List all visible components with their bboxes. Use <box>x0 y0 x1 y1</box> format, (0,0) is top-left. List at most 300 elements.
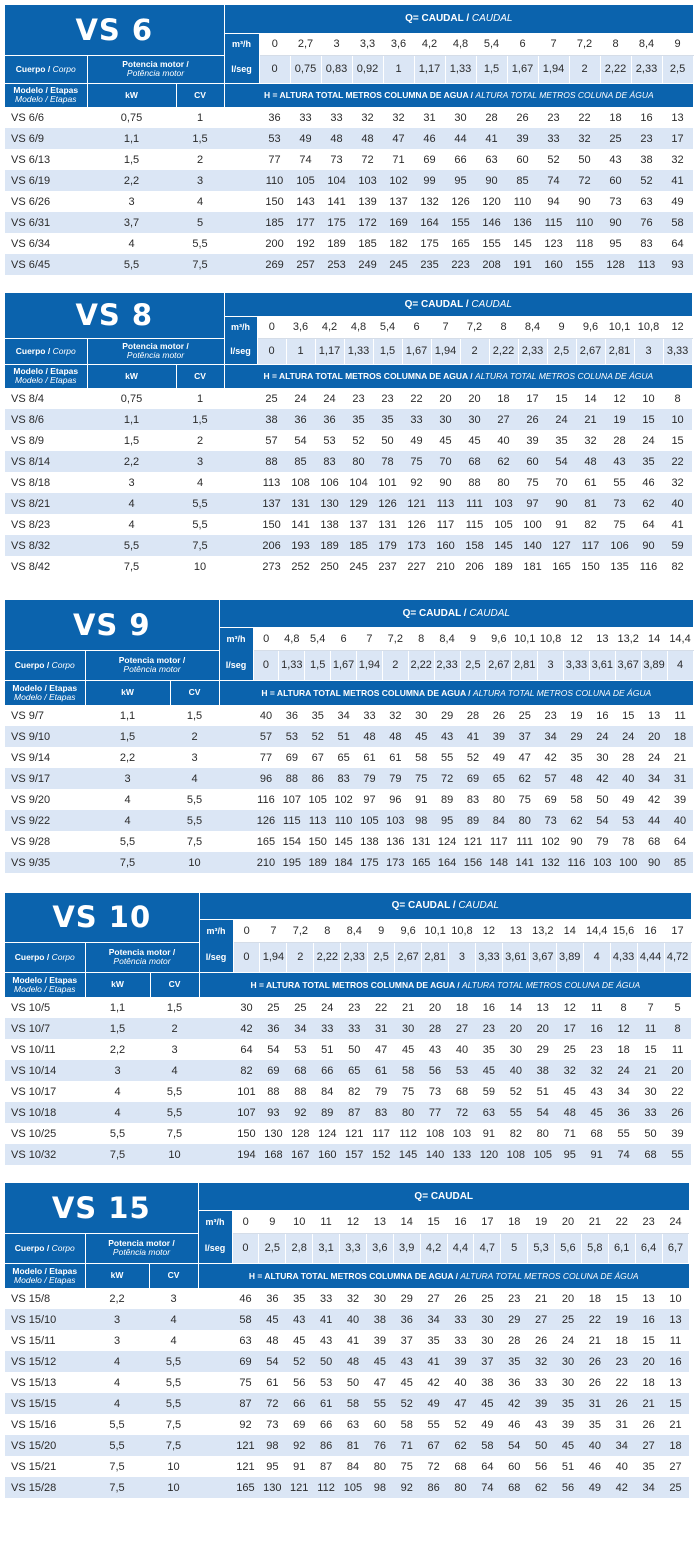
kw-cell: 0,75 <box>120 111 143 124</box>
head-value-cell: 80 <box>344 451 373 472</box>
head-value-cell: 118 <box>575 237 594 250</box>
head-value-cell: 93 <box>260 1102 287 1123</box>
head-value-cell: 83 <box>466 793 480 806</box>
head-value-cell: 40 <box>615 768 641 789</box>
flow-lseg-cell: 0 <box>232 1233 259 1263</box>
head-value-cell: 112 <box>399 1127 417 1140</box>
potencia-text: Potencia motor / <box>122 59 189 69</box>
head-value-cell: 16 <box>640 111 653 124</box>
flow-lseg-cell: 4,72 <box>664 942 691 972</box>
head-value-cell: 113 <box>631 254 662 275</box>
head-value-cell: 26 <box>518 409 547 430</box>
head-value-cell: 102 <box>383 170 414 191</box>
kw-cell: 4 <box>113 1376 121 1389</box>
head-value-cell: 84 <box>486 810 512 831</box>
head-value-cell: 175 <box>420 237 439 250</box>
flow-m3h-cell: 17 <box>474 1210 501 1233</box>
kw-cell: 5,5 <box>109 1127 126 1140</box>
head-value-cell: 55 <box>617 1127 630 1140</box>
head-value-cell: 96 <box>253 768 279 789</box>
flow-m3h-cell: 8 <box>408 627 434 650</box>
head-value-cell: 16 <box>482 1001 496 1014</box>
flow-lseg-cell: 3,61 <box>502 942 529 972</box>
potencia-text: Potencia motor / <box>122 341 189 351</box>
flow-lseg-cell: 3,33 <box>475 942 502 972</box>
head-value-cell: 110 <box>569 212 600 233</box>
head-value-cell: 24 <box>561 1334 575 1347</box>
flow-m3h-cell: 17 <box>664 919 691 942</box>
head-value-cell: 22 <box>615 1376 628 1389</box>
head-value-cell: 58 <box>662 212 693 233</box>
head-value-cell: 33 <box>363 709 376 722</box>
head-value-cell: 73 <box>605 493 634 514</box>
head-value-cell: 27 <box>635 1435 662 1456</box>
head-value-cell: 64 <box>481 1460 494 1473</box>
cv-cell: 4 <box>150 1060 199 1081</box>
flow-lseg-cell: 4,44 <box>637 942 664 972</box>
head-value-cell: 51 <box>536 1085 549 1098</box>
flow-m3h-cell: 14 <box>556 919 583 942</box>
spacer-cell <box>224 556 257 577</box>
model-stage-cell: VS 8/6 <box>5 409 87 430</box>
kw-cell: 3 <box>113 1334 121 1347</box>
model-stage-cell: VS 6/34 <box>11 237 51 250</box>
flow-m3h-cell: 9,6 <box>486 627 512 650</box>
head-value-cell: 235 <box>414 254 445 275</box>
spacer-cell <box>198 1372 232 1393</box>
table-row <box>5 233 693 254</box>
head-value-cell: 61 <box>266 1376 279 1389</box>
head-value-cell: 140 <box>518 535 547 556</box>
head-value-cell: 26 <box>534 1334 548 1347</box>
head-value-cell: 45 <box>563 1085 576 1098</box>
head-value-cell: 83 <box>315 451 344 472</box>
flow-m3h-cell: 7,2 <box>569 33 600 55</box>
head-value-cell: 82 <box>584 518 597 531</box>
head-value-cell: 39 <box>528 1393 555 1414</box>
spacer-cell <box>219 768 253 789</box>
head-value-cell: 11 <box>590 1001 603 1014</box>
head-value-cell: 120 <box>482 195 501 208</box>
modelo-text: Modelo / Etapas <box>12 1265 78 1276</box>
head-value-cell: 33 <box>299 111 312 124</box>
table-row <box>5 1018 691 1039</box>
flow-lseg-cell: 2,8 <box>286 1233 313 1263</box>
head-value-cell: 43 <box>428 1043 442 1056</box>
head-value-cell: 40 <box>454 1376 467 1389</box>
head-value-cell: 16 <box>635 1309 662 1330</box>
head-value-cell: 63 <box>475 1102 502 1123</box>
flow-m3h-cell: 0 <box>257 316 286 338</box>
head-value-cell: 47 <box>518 751 531 764</box>
flow-m3h-cell: 4,8 <box>445 33 476 55</box>
head-value-cell: 30 <box>596 751 609 764</box>
flow-m3h-cell: 9,6 <box>395 919 422 942</box>
head-value-cell: 41 <box>346 1334 360 1347</box>
head-value-cell: 148 <box>486 852 512 873</box>
flow-lseg-cell: 2,67 <box>576 338 605 364</box>
altura-text: H = ALTURA TOTAL METROS COLUMNA DE AGUA / <box>248 1270 461 1281</box>
head-value-cell: 33 <box>319 1292 333 1305</box>
flow-lseg-cell: 3,9 <box>393 1233 420 1263</box>
cv-cell: 2 <box>196 153 204 166</box>
head-value-cell: 32 <box>361 111 374 124</box>
flow-m3h-cell: 23 <box>635 1210 662 1233</box>
head-value-cell: 65 <box>337 751 350 764</box>
head-value-cell: 50 <box>578 153 591 166</box>
head-value-cell: 89 <box>460 810 486 831</box>
cv-cell: 5,5 <box>165 1376 182 1389</box>
head-value-cell: 46 <box>239 1292 252 1305</box>
table-row <box>5 1144 691 1165</box>
flow-lseg-cell: 3,6 <box>366 1233 393 1263</box>
head-value-cell: 92 <box>239 1418 252 1431</box>
flow-lseg-cell: 2,67 <box>486 650 512 680</box>
head-value-cell: 48 <box>321 128 352 149</box>
head-value-cell: 107 <box>282 793 301 806</box>
head-value-cell: 81 <box>576 493 605 514</box>
model-stage-cell: VS 8/21 <box>5 493 87 514</box>
unit-lseg-label: l/seg <box>199 942 233 972</box>
head-value-cell: 157 <box>341 1144 368 1165</box>
head-value-cell: 27 <box>528 1309 555 1330</box>
head-value-cell: 71 <box>563 1127 576 1140</box>
head-value-cell: 46 <box>588 1460 601 1473</box>
head-value-cell: 58 <box>395 1060 422 1081</box>
head-value-cell: 91 <box>482 1127 496 1140</box>
head-value-cell: 77 <box>259 751 273 764</box>
table-row <box>5 705 693 726</box>
head-value-cell: 74 <box>538 170 569 191</box>
head-value-cell: 33 <box>314 1018 341 1039</box>
head-value-cell: 23 <box>508 1292 521 1305</box>
caudal-label-pt: CAUDAL <box>471 298 512 310</box>
head-value-cell: 121 <box>402 493 431 514</box>
head-value-cell: 121 <box>236 1460 255 1473</box>
head-value-cell: 49 <box>410 434 423 447</box>
head-value-cell: 105 <box>340 1477 367 1498</box>
head-value-cell: 20 <box>561 1292 575 1305</box>
cv-cell: 1 <box>196 392 204 405</box>
head-value-cell: 28 <box>508 1334 521 1347</box>
head-value-cell: 46 <box>642 476 655 489</box>
head-value-cell: 33 <box>341 1018 368 1039</box>
head-value-cell: 124 <box>437 835 457 848</box>
head-value-cell: 21 <box>576 409 605 430</box>
head-value-cell: 126 <box>373 493 402 514</box>
head-value-cell: 33 <box>538 128 569 149</box>
table-row <box>5 747 693 768</box>
flow-m3h-cell: 14 <box>641 627 667 650</box>
head-value-cell: 79 <box>382 768 408 789</box>
head-value-cell: 59 <box>482 1085 496 1098</box>
head-value-cell: 181 <box>523 560 542 573</box>
head-value-cell: 177 <box>290 212 321 233</box>
head-value-cell: 18 <box>615 1334 628 1347</box>
head-value-cell: 46 <box>508 1418 521 1431</box>
head-value-cell: 43 <box>534 1418 548 1431</box>
flow-lseg-cell: 2,5 <box>259 1233 286 1263</box>
altura-text: H = ALTURA TOTAL METROS COLUMNA DE AGUA / <box>250 979 462 990</box>
head-value-cell: 51 <box>561 1460 575 1473</box>
head-value-cell: 189 <box>305 852 331 873</box>
spacer-cell <box>224 535 257 556</box>
table-row <box>5 128 693 149</box>
table-row <box>5 1039 691 1060</box>
altura-header <box>219 680 693 705</box>
head-value-cell: 35 <box>588 1418 601 1431</box>
head-value-cell: 112 <box>313 1477 340 1498</box>
head-value-cell: 55 <box>613 476 626 489</box>
head-value-cell: 36 <box>610 1102 637 1123</box>
head-value-cell: 36 <box>315 409 344 430</box>
altura-text-pt: ALTURA TOTAL METROS COLUNA DE ÁGUA <box>475 90 654 101</box>
spacer-cell <box>219 810 253 831</box>
model-stage-cell: VS 8/9 <box>11 434 45 447</box>
corpo-text: Corpo <box>52 345 76 356</box>
head-value-cell: 48 <box>382 726 408 747</box>
head-value-cell: 75 <box>239 1376 252 1389</box>
head-value-cell: 172 <box>352 212 383 233</box>
head-value-cell: 68 <box>590 1127 603 1140</box>
head-value-cell: 127 <box>547 535 576 556</box>
head-value-cell: 50 <box>381 434 394 447</box>
modelo-label <box>5 364 87 388</box>
head-value-cell: 66 <box>314 1060 341 1081</box>
cv-cell: 7,5 <box>176 535 224 556</box>
altura-text-pt: ALTURA TOTAL METROS COLUNA DE ÁGUA <box>474 371 654 382</box>
spacer-cell <box>224 149 259 170</box>
spacer-cell <box>199 1039 233 1060</box>
unit-lseg-label: l/seg <box>224 338 257 364</box>
head-value-cell: 32 <box>389 709 402 722</box>
head-value-cell: 50 <box>346 1376 360 1389</box>
head-value-cell: 160 <box>431 535 460 556</box>
head-value-cell: 27 <box>449 1018 476 1039</box>
kw-cell: 5,5 <box>87 254 176 275</box>
kw-cell: 4 <box>85 1393 149 1414</box>
flow-lseg-cell: 1 <box>383 55 414 83</box>
head-value-cell: 11 <box>669 1334 682 1347</box>
head-value-cell: 98 <box>259 1435 286 1456</box>
head-value-cell: 55 <box>664 1144 691 1165</box>
head-value-cell: 14 <box>584 392 597 405</box>
unit-m3h-label: m³/h <box>224 316 257 338</box>
head-value-cell: 90 <box>634 535 663 556</box>
head-value-cell: 61 <box>389 751 402 764</box>
head-value-cell: 11 <box>674 709 686 722</box>
flow-lseg-cell: 1,33 <box>344 338 373 364</box>
head-value-cell: 91 <box>583 1144 610 1165</box>
head-value-cell: 63 <box>485 153 498 166</box>
kw-cell: 3 <box>85 1309 149 1330</box>
kw-cell: 3,7 <box>87 212 176 233</box>
flow-m3h-cell: 6 <box>331 627 357 650</box>
spacer-cell <box>224 191 259 212</box>
flow-lseg-cell: 1,67 <box>402 338 431 364</box>
head-value-cell: 80 <box>447 1477 474 1498</box>
head-value-cell: 42 <box>427 1376 440 1389</box>
head-value-cell: 28 <box>466 709 480 722</box>
head-value-cell: 22 <box>671 1085 684 1098</box>
altura-text-pt: ALTURA TOTAL METROS COLUNA DE ÁGUA <box>460 1270 639 1281</box>
head-value-cell: 30 <box>373 1292 386 1305</box>
table-row <box>5 191 693 212</box>
head-value-cell: 43 <box>609 153 622 166</box>
head-value-cell: 40 <box>581 1435 608 1456</box>
head-value-cell: 11 <box>637 1018 664 1039</box>
flow-lseg-cell: 0 <box>233 942 260 972</box>
head-value-cell: 150 <box>237 1127 256 1140</box>
head-value-cell: 71 <box>392 153 405 166</box>
flow-m3h-cell: 14 <box>393 1210 420 1233</box>
head-value-cell: 49 <box>290 128 321 149</box>
head-value-cell: 72 <box>449 1102 476 1123</box>
head-value-cell: 15 <box>622 709 635 722</box>
head-value-cell: 18 <box>642 1376 655 1389</box>
head-value-cell: 150 <box>262 518 281 531</box>
pump-table-vs <box>5 293 692 577</box>
head-value-cell: 30 <box>474 1309 501 1330</box>
head-value-cell: 52 <box>466 751 480 764</box>
cv-cell: 4 <box>196 476 204 489</box>
pump-table-vs <box>5 5 693 275</box>
head-value-cell: 31 <box>423 111 436 124</box>
flow-m3h-cell: 13 <box>366 1210 393 1233</box>
head-value-cell: 68 <box>647 835 661 848</box>
altura-text-pt: ALTURA TOTAL METROS COLUNA DE ÁGUA <box>461 979 641 990</box>
altura-header <box>224 83 693 107</box>
cuerpo-label <box>5 1233 85 1263</box>
head-value-cell: 145 <box>513 237 532 250</box>
head-value-cell: 22 <box>581 1309 608 1330</box>
cv-cell: 3 <box>176 170 224 191</box>
head-value-cell: 50 <box>644 1127 657 1140</box>
table-row <box>5 726 693 747</box>
flow-m3h-cell: 7 <box>431 316 460 338</box>
modelo-text: Modelo / Etapas <box>13 366 79 377</box>
model-stage-cell: VS 10/7 <box>5 1018 85 1039</box>
table-row <box>5 149 693 170</box>
head-value-cell: 18 <box>617 1043 630 1056</box>
kw-cell: 4 <box>128 237 135 250</box>
kw-cell: 4 <box>114 1085 121 1098</box>
modelo-text-pt: Modelo / Etapas <box>14 983 76 994</box>
kw-cell: 2,2 <box>119 751 136 764</box>
cv-cell: 2 <box>150 1018 199 1039</box>
flow-lseg-cell: 1,17 <box>414 55 445 83</box>
modelo-text-pt: Modelo / Etapas <box>14 1274 76 1285</box>
head-value-cell: 21 <box>669 1418 682 1431</box>
head-value-cell: 80 <box>492 793 505 806</box>
head-value-cell: 34 <box>287 1018 314 1039</box>
caudal-header <box>224 293 692 316</box>
model-stage-cell: VS 8/23 <box>11 518 51 531</box>
head-value-cell: 82 <box>509 1127 522 1140</box>
flow-m3h-cell: 9 <box>368 919 395 942</box>
head-value-cell: 58 <box>340 1393 367 1414</box>
model-stage-cell: VS 9/7 <box>11 709 45 722</box>
cv-label: CV <box>150 972 199 997</box>
head-value-cell: 103 <box>382 810 408 831</box>
head-value-cell: 15 <box>615 1292 628 1305</box>
kw-cell: 3 <box>128 195 135 208</box>
head-value-cell: 73 <box>609 195 622 208</box>
head-value-cell: 108 <box>291 476 310 489</box>
head-value-cell: 66 <box>454 153 467 166</box>
head-value-cell: 160 <box>314 1144 341 1165</box>
head-value-cell: 113 <box>262 476 281 489</box>
flow-m3h-cell: 19 <box>528 1210 555 1233</box>
head-value-cell: 41 <box>313 1309 340 1330</box>
model-stage-cell: VS 10/14 <box>5 1060 85 1081</box>
flow-m3h-cell: 24 <box>662 1210 689 1233</box>
head-value-cell: 141 <box>327 195 346 208</box>
head-value-cell: 16 <box>596 709 609 722</box>
spacer-cell <box>198 1477 232 1498</box>
model-stage-cell: VS 10/32 <box>5 1144 85 1165</box>
head-value-cell: 110 <box>259 170 290 191</box>
head-value-cell: 22 <box>375 1001 388 1014</box>
flow-lseg-cell: 2 <box>569 55 600 83</box>
head-value-cell: 35 <box>344 409 373 430</box>
flow-lseg-cell: 6,4 <box>635 1233 662 1263</box>
potencia-text: Potencia motor / <box>108 1238 175 1248</box>
head-value-cell: 80 <box>373 1460 386 1473</box>
head-value-cell: 49 <box>622 793 635 806</box>
flow-m3h-cell: 2,7 <box>290 33 321 55</box>
head-value-cell: 69 <box>544 793 557 806</box>
head-value-cell: 12 <box>610 1018 637 1039</box>
flow-lseg-cell: 4,2 <box>420 1233 447 1263</box>
head-value-cell: 81 <box>340 1435 367 1456</box>
head-value-cell: 52 <box>631 170 662 191</box>
head-value-cell: 58 <box>570 793 583 806</box>
potencia-text-pt: Potência motor <box>123 664 181 674</box>
head-value-cell: 21 <box>401 1001 415 1014</box>
head-value-cell: 21 <box>588 1334 601 1347</box>
head-value-cell: 193 <box>286 535 315 556</box>
head-value-cell: 87 <box>232 1393 259 1414</box>
head-value-cell: 24 <box>642 434 655 447</box>
flow-m3h-cell: 3,6 <box>383 33 414 55</box>
head-value-cell: 137 <box>257 493 286 514</box>
head-value-cell: 47 <box>373 1376 386 1389</box>
flow-lseg-cell: 1,33 <box>279 650 305 680</box>
head-value-cell: 20 <box>641 726 667 747</box>
head-value-cell: 57 <box>538 768 564 789</box>
head-value-cell: 136 <box>507 212 538 233</box>
head-value-cell: 72 <box>569 170 600 191</box>
flow-m3h-cell: 8,4 <box>518 316 547 338</box>
head-value-cell: 18 <box>609 111 622 124</box>
flow-lseg-cell: 1,5 <box>476 55 507 83</box>
head-value-cell: 88 <box>279 768 305 789</box>
head-value-cell: 52 <box>509 1085 522 1098</box>
flow-m3h-cell: 11 <box>313 1210 340 1233</box>
head-value-cell: 111 <box>460 493 489 514</box>
kw-cell: 2,2 <box>109 1043 126 1056</box>
head-value-cell: 18 <box>667 726 693 747</box>
head-value-cell: 79 <box>596 835 609 848</box>
altura-text: H = ALTURA TOTAL METROS COLUMNA DE AGUA / <box>263 371 475 382</box>
head-value-cell: 129 <box>344 493 373 514</box>
head-value-cell: 145 <box>334 835 353 848</box>
unit-lseg-label: l/seg <box>219 650 253 680</box>
kw-label: kW <box>87 83 176 107</box>
head-value-cell: 133 <box>449 1144 476 1165</box>
flow-lseg-cell: 2,22 <box>314 942 341 972</box>
